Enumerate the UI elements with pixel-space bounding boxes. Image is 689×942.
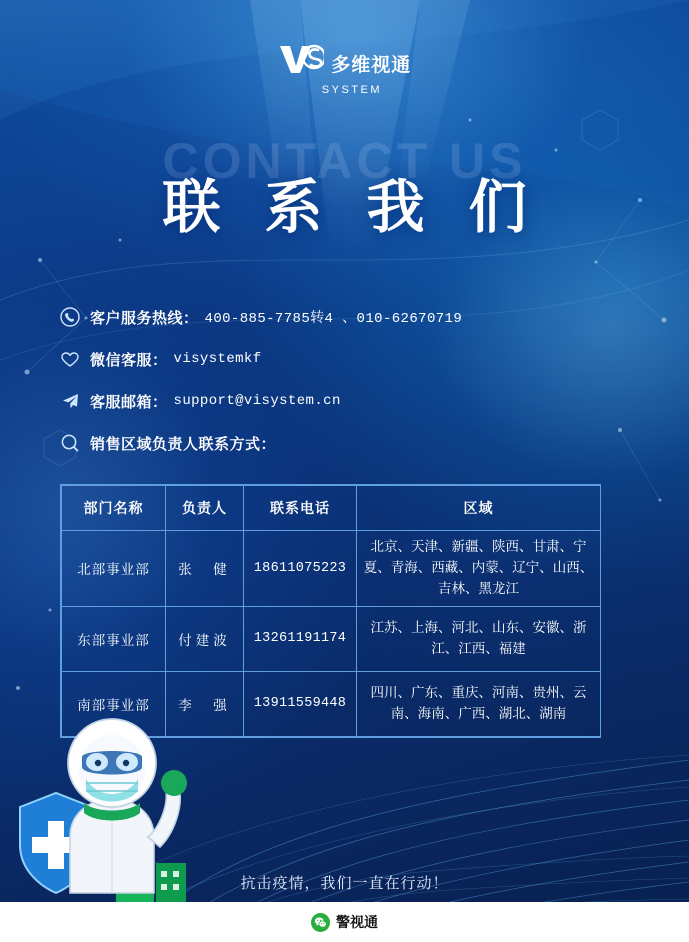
contact-label-email: 客服邮箱： [90,393,168,411]
contact-value-hotline: 400-885-7785转4 、010-62670719 [204,311,463,327]
footer-bar [0,902,689,942]
page-title: 联 系 我 们 [162,175,541,240]
footer-account-name: 警视通 [336,914,378,930]
contact-row-wechat [60,338,620,380]
logo-mark-icon [278,42,324,81]
cell-phone: 18611075223 [244,531,357,607]
contact-list [60,296,620,464]
contact-value-wechat: visystemkf [173,351,262,367]
cell-person: 付建波 [166,606,244,671]
table-row [62,531,601,607]
cell-person: 李 强 [166,671,244,736]
logo-subtitle: SYSTEM [321,84,382,96]
cell-department: 北部事业部 [62,531,166,607]
cell-person: 张 健 [166,531,244,607]
contact-row-sales [60,422,620,464]
table-header-phone: 联系电话 [244,486,357,531]
wechat-icon [311,913,330,932]
cell-department: 东部事业部 [62,606,166,671]
table-header-region: 区域 [357,486,601,531]
contact-label-hotline: 客户服务热线： [90,309,199,327]
table-header-row [62,486,601,531]
table-row [62,606,601,671]
phone-icon [60,307,90,327]
contact-value-email: support@visystem.cn [173,393,341,409]
contact-row-hotline [60,296,620,338]
wechat-heart-icon [60,349,90,369]
cell-region: 北京、天津、新疆、陕西、甘肃、宁夏、青海、西藏、内蒙、辽宁、山西、吉林、黑龙江 [357,531,601,607]
cell-phone: 13911559448 [244,671,357,736]
cell-phone: 13261191174 [244,606,357,671]
cell-department: 南部事业部 [62,671,166,736]
table-header-person: 负责人 [166,486,244,531]
search-icon [60,433,90,453]
ghost-headline: CONTACT US [162,133,527,189]
contact-label-wechat: 微信客服： [90,351,168,369]
logo-chinese-name: 多维视通 [331,55,412,76]
cell-region: 四川、广东、重庆、河南、贵州、云南、海南、广西、湖北、湖南 [357,671,601,736]
contact-row-email [60,380,620,422]
contact-label-sales: 销售区域负责人联系方式： [90,435,277,453]
paper-plane-icon [60,391,90,411]
cell-region: 江苏、上海、河北、山东、安徽、浙江、江西、福建 [357,606,601,671]
slogan-text: 抗击疫情，我们一直在行动！ [240,875,449,892]
medical-worker-illustration [8,687,238,902]
table-header-department: 部门名称 [62,486,166,531]
brand-logo [0,44,689,96]
